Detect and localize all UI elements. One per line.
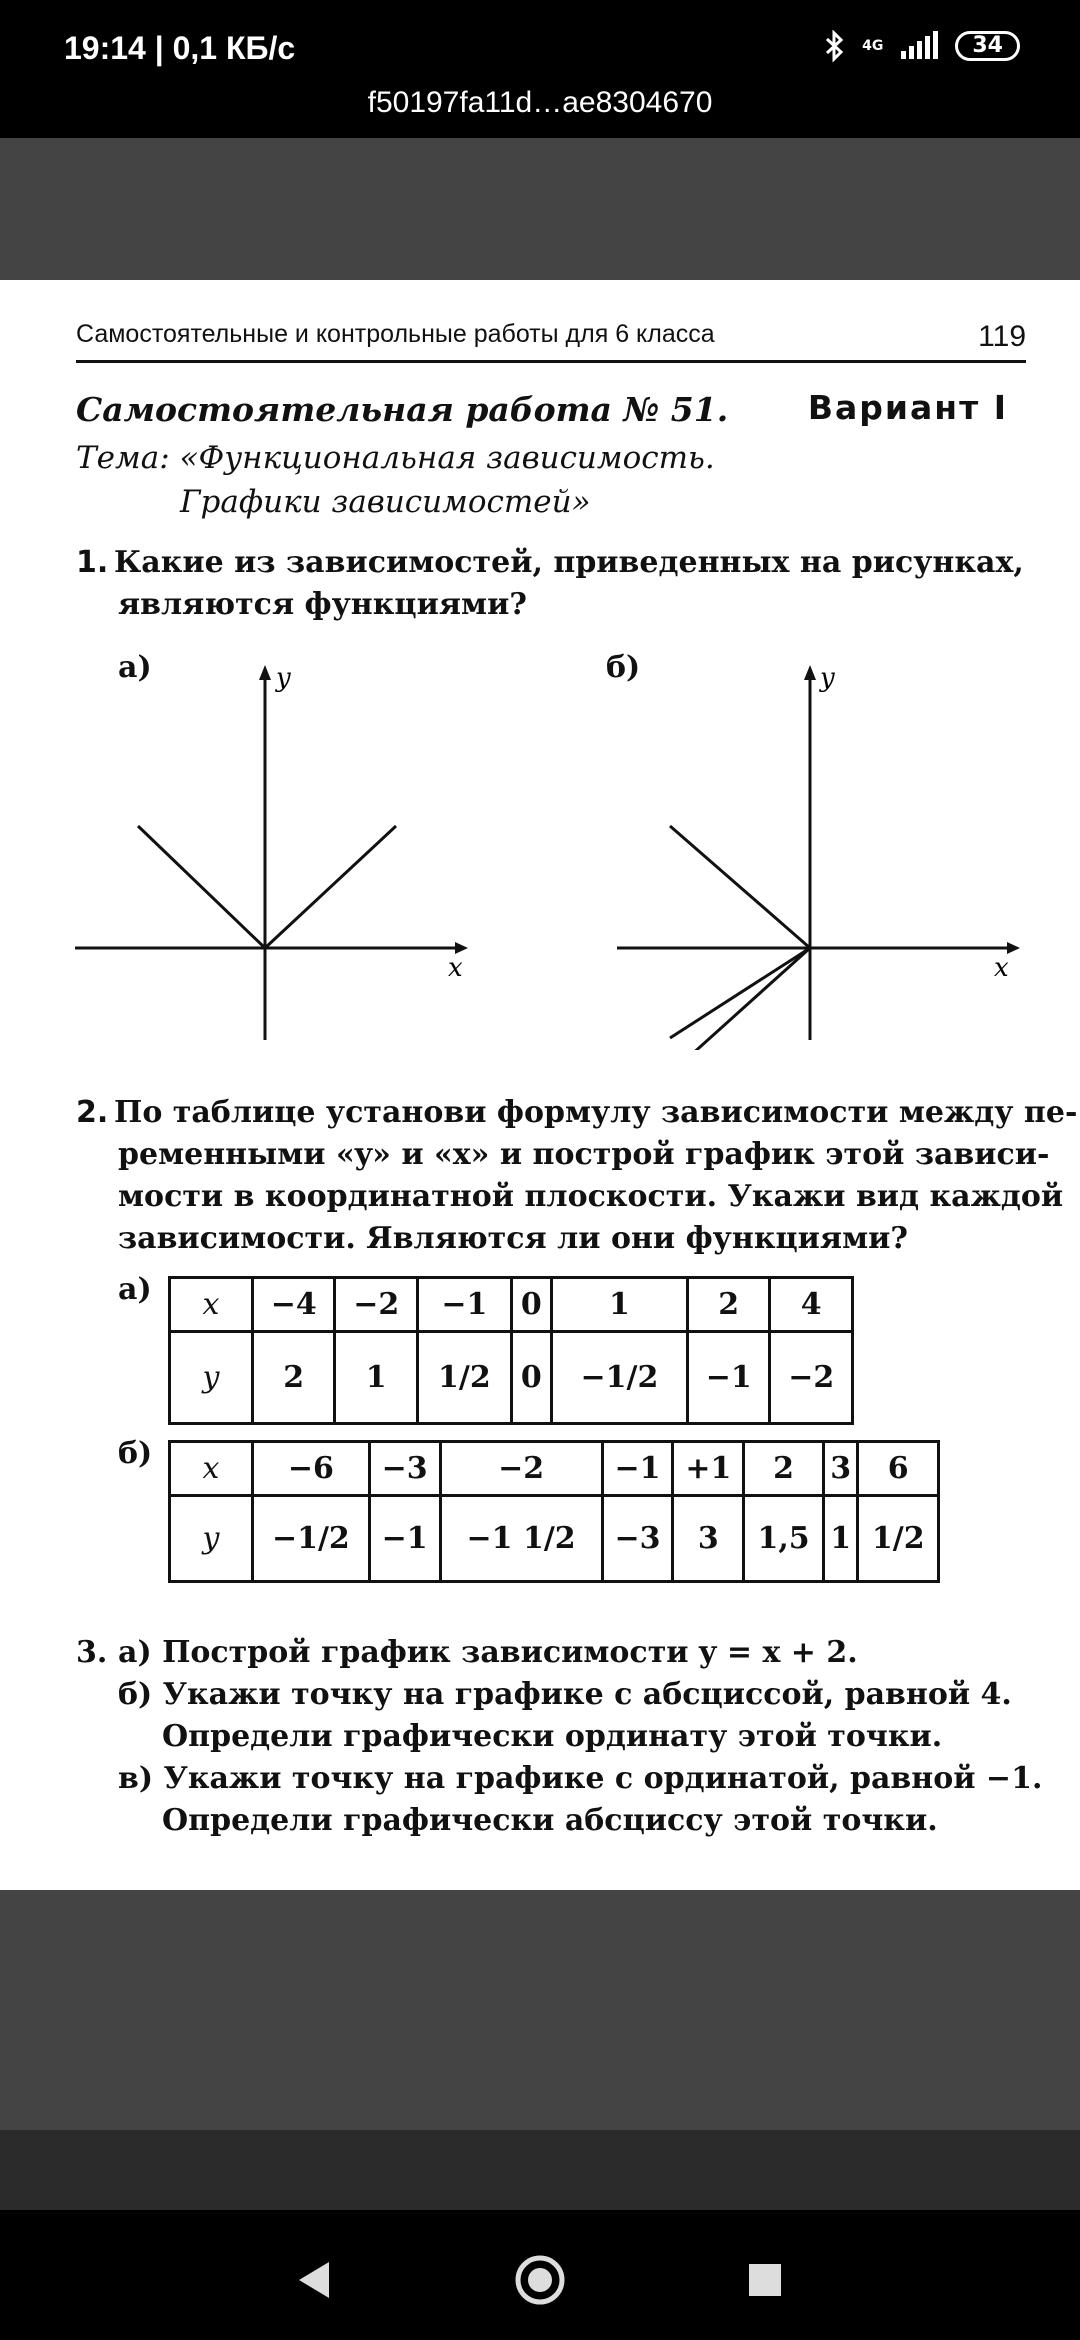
table-b-x-header: x [170, 1442, 253, 1496]
table-cell: 2 [253, 1332, 335, 1424]
table-cell: −3 [369, 1442, 440, 1496]
table-cell: −6 [253, 1442, 370, 1496]
table-cell: 1/2 [417, 1332, 511, 1424]
table-cell: 1 [823, 1496, 857, 1582]
theme-line-2: Графики зависимостей» [180, 484, 591, 520]
table-cell: −1/2 [253, 1496, 370, 1582]
navigation-bar [0, 2210, 1080, 2340]
graph-a [70, 650, 470, 1050]
running-head-title: Самостоятельные и контрольные работы для 6 класса [76, 320, 715, 348]
table-cell: −1 [602, 1442, 673, 1496]
table-cell: −1 [369, 1496, 440, 1582]
task-3-b-line-2: Определи графически ординату этой точки. [162, 1719, 943, 1754]
document-page[interactable] [0, 280, 1080, 1890]
task-1-number: 1. [76, 545, 109, 580]
status-bar [0, 0, 1080, 138]
table-cell: 6 [858, 1442, 939, 1496]
graph-b-y-label: y [820, 663, 835, 693]
task-3-c-line-1: в) Укажи точку на графике с ординатой, равной −1. [118, 1761, 1043, 1796]
graph-a-line [138, 826, 396, 948]
recents-icon[interactable] [735, 2250, 795, 2310]
table-b-y-row [170, 1496, 939, 1582]
table-cell: −2 [335, 1278, 417, 1332]
task-2-line-3: мости в координатной плоскости. Укажи вид каждой [118, 1179, 1064, 1214]
table-cell: 0 [511, 1278, 551, 1332]
signal-icon [899, 31, 939, 61]
work-title: Самостоятельная работа № 51. [76, 390, 729, 429]
page-number: 119 [978, 320, 1026, 353]
task-2 [76, 1092, 1077, 1260]
status-time: 19:14 | 0,1 КБ/с [64, 30, 296, 66]
x-axis-arrow-icon [1007, 942, 1020, 954]
table-cell: +1 [673, 1442, 744, 1496]
file-title: f50197fa11d…ae8304670 [367, 86, 713, 119]
table-cell: 1 [551, 1278, 687, 1332]
table-cell: 0 [511, 1332, 551, 1424]
table-a-y-row [170, 1332, 853, 1424]
table-cell: −1 [417, 1278, 511, 1332]
task-1-line-2: являются функциями? [118, 587, 527, 622]
table-b-x-row [170, 1442, 939, 1496]
task-2-line-1: По таблице установи формулу зависимости между пе- [114, 1095, 1078, 1130]
table-cell: −1 [687, 1332, 769, 1424]
theme-line-1: Тема: «Функциональная зависимость. [76, 440, 715, 476]
table-a-label: а) [118, 1272, 152, 1307]
table-b [168, 1440, 940, 1583]
status-icons [824, 30, 1020, 62]
table-cell: 1,5 [744, 1496, 824, 1582]
table-cell: −3 [602, 1496, 673, 1582]
table-cell: −2 [440, 1442, 602, 1496]
task-3-c-line-2: Определи графически абсциссу этой точки. [162, 1803, 938, 1838]
network-type-label: 4G [862, 38, 884, 54]
table-a-x-header: x [170, 1278, 253, 1332]
task-2-number: 2. [76, 1095, 109, 1130]
task-3-a: а) Построй график зависимости y = x + 2. [118, 1635, 858, 1670]
table-cell: 3 [673, 1496, 744, 1582]
graph-a-y-label: y [276, 663, 291, 693]
task-1 [76, 542, 1024, 626]
task-2-line-4: зависимости. Являются ли они функциями? [118, 1221, 908, 1256]
graph-b-line [670, 826, 810, 1050]
table-cell: 2 [744, 1442, 824, 1496]
table-a [168, 1276, 854, 1425]
table-a-x-row [170, 1278, 853, 1332]
viewer-background-bottom [0, 1890, 1080, 2130]
task-2-line-2: ременными «y» и «x» и построй график этой зависи- [118, 1137, 1050, 1172]
task-3-b-line-1: б) Укажи точку на графике с абсциссой, равной 4. [118, 1677, 1012, 1712]
task-3-number: 3. [76, 1635, 108, 1670]
graph-a-label: а) [118, 650, 152, 685]
back-icon[interactable] [285, 2250, 345, 2310]
battery-indicator: 34 [955, 31, 1020, 61]
table-cell: −1 1/2 [440, 1496, 602, 1582]
table-cell: 3 [823, 1442, 857, 1496]
graph-b [612, 650, 1024, 1050]
y-axis-arrow-icon [804, 665, 816, 680]
bluetooth-icon [824, 30, 846, 62]
graph-a-x-label: x [448, 953, 463, 983]
table-b-label: б) [118, 1436, 153, 1471]
viewer-background-top [0, 138, 1080, 280]
table-cell: −4 [253, 1278, 335, 1332]
task-1-line-1: Какие из зависимостей, приведенных на рисунках, [114, 545, 1024, 580]
variant-label: Вариант I [807, 388, 1008, 427]
table-cell: 1/2 [858, 1496, 939, 1582]
y-axis-arrow-icon [259, 665, 271, 680]
graph-b-x-label: x [994, 953, 1009, 983]
viewer-toolbar-strip [0, 2130, 1080, 2210]
graph-b-label: б) [606, 650, 641, 685]
table-cell: 2 [687, 1278, 769, 1332]
table-b-y-header: y [170, 1496, 253, 1582]
home-icon[interactable] [510, 2250, 570, 2310]
table-cell: 1 [335, 1332, 417, 1424]
running-head [76, 320, 1026, 363]
table-cell: −1/2 [551, 1332, 687, 1424]
table-a-y-header: y [170, 1332, 253, 1424]
table-cell: 4 [770, 1278, 853, 1332]
table-cell: −2 [770, 1332, 853, 1424]
